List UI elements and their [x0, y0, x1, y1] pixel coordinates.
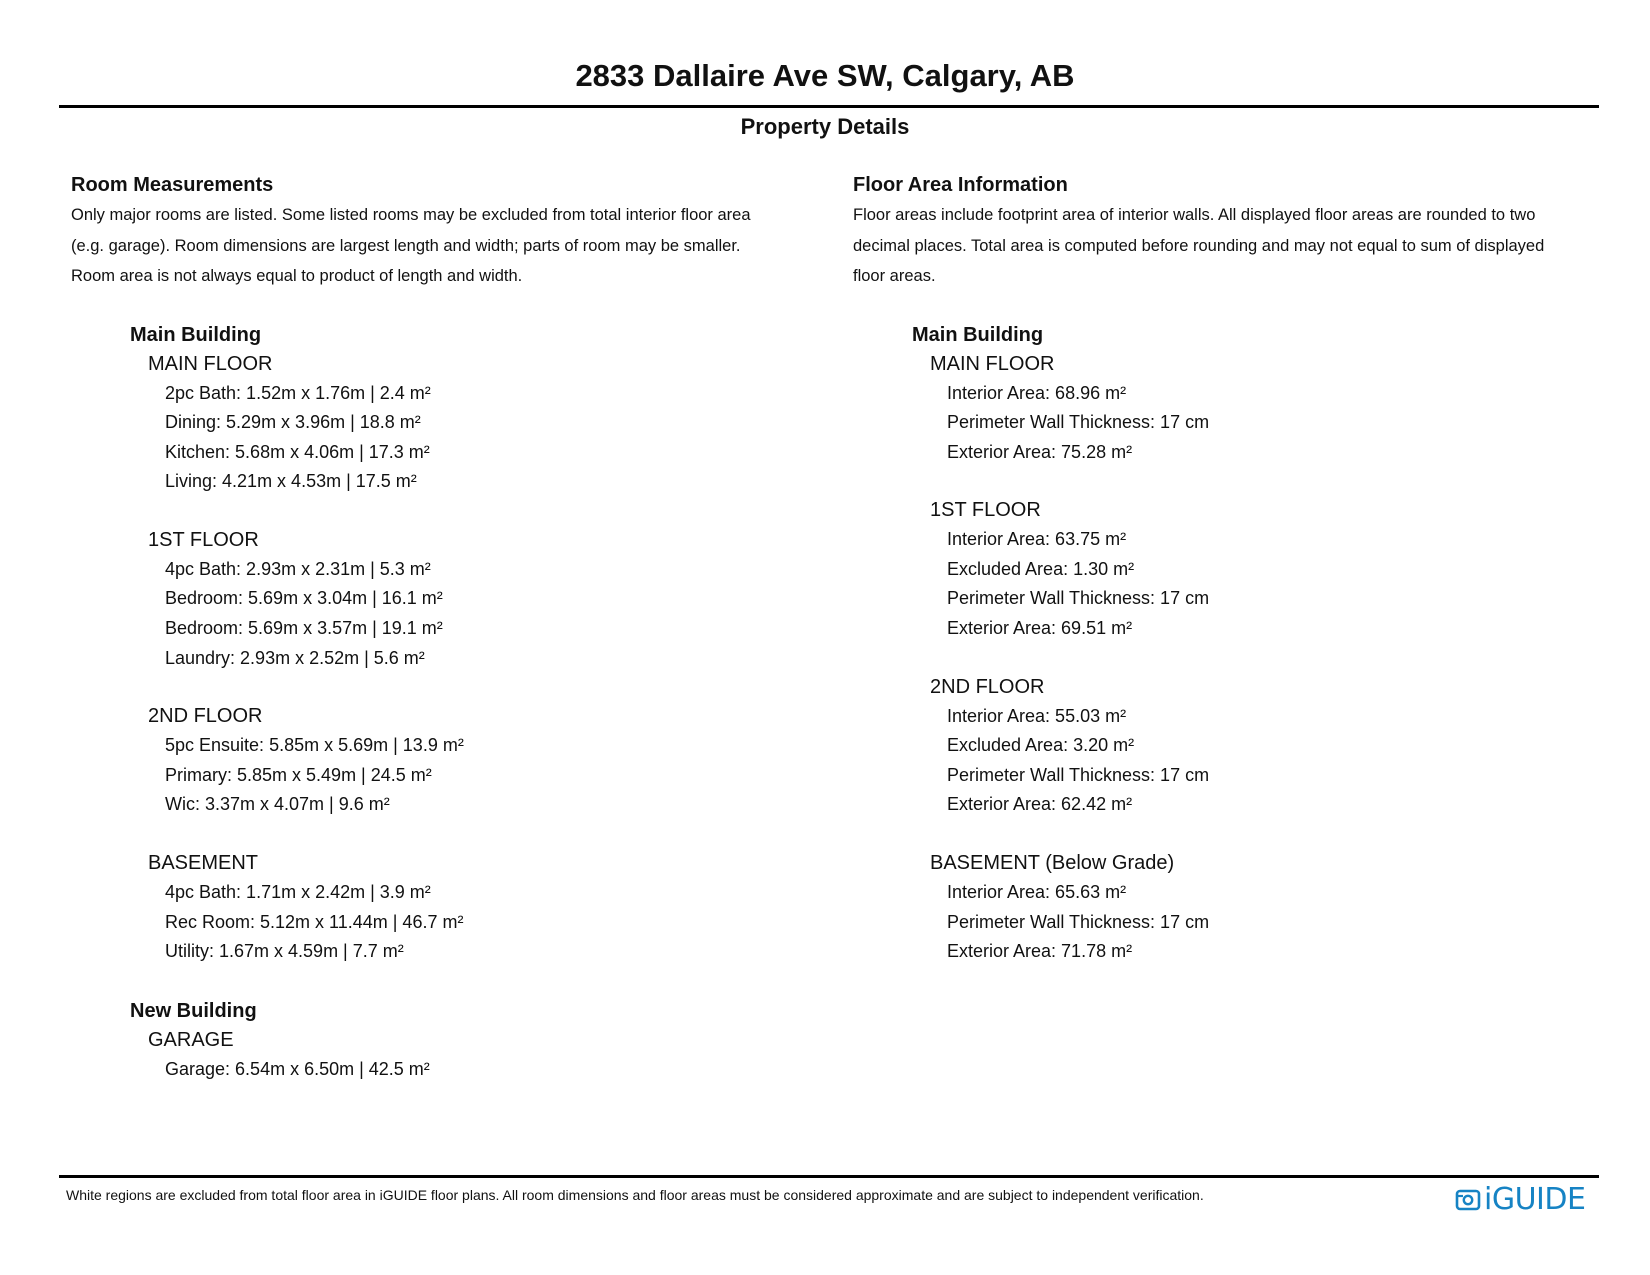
building-block — [130, 996, 841, 1085]
intro-line: Room area is not always equal to product of length and width. — [71, 267, 523, 285]
room-buildings-list — [71, 320, 841, 1085]
floor-name: BASEMENT (Below Grade) — [930, 852, 1175, 875]
room-measurements-heading: Room Measurements — [71, 174, 274, 196]
list-item: Perimeter Wall Thickness: 17 cm — [947, 911, 1210, 932]
intro-line: (e.g. garage). Room dimensions are largest length and width; parts of room may be smaller. — [71, 236, 741, 255]
floor-name: GARAGE — [148, 1028, 234, 1051]
floor-group — [130, 1026, 841, 1085]
list-item: 5pc Ensuite: 5.85m x 5.69m | 13.9 m² — [165, 735, 464, 756]
floor-name: MAIN FLOOR — [148, 352, 273, 375]
list-item: Living: 4.21m x 4.53m | 17.5 m² — [165, 471, 417, 492]
area-buildings-list — [853, 320, 1623, 967]
footer-disclaimer: White regions are excluded from total floor area in iGUIDE floor plans. All room dimensions and floor areas must be considered approximate and are subject to independent verification. — [66, 1187, 1204, 1203]
floor-group — [130, 849, 841, 967]
page-title: 2833 Dallaire Ave SW, Calgary, AB — [575, 58, 1075, 93]
floor-name: 1ST FLOOR — [148, 528, 259, 551]
list-item: Perimeter Wall Thickness: 17 cm — [947, 764, 1210, 785]
list-item: Exterior Area: 71.78 m² — [947, 941, 1133, 962]
list-item: Kitchen: 5.68m x 4.06m | 17.3 m² — [165, 441, 430, 462]
list-item: 4pc Bath: 2.93m x 2.31m | 5.3 m² — [165, 558, 431, 579]
list-item: Exterior Area: 69.51 m² — [947, 618, 1133, 639]
floor-name: 2ND FLOOR — [930, 675, 1045, 698]
list-item: Perimeter Wall Thickness: 17 cm — [947, 588, 1210, 609]
list-item: Utility: 1.67m x 4.59m | 7.7 m² — [165, 941, 404, 962]
building-name: New Building — [130, 999, 257, 1022]
iguide-logo — [1455, 1183, 1585, 1217]
list-item: Laundry: 2.93m x 2.52m | 5.6 m² — [165, 647, 425, 668]
page-subtitle: Property Details — [740, 114, 910, 139]
header-divider — [59, 105, 1599, 108]
floor-name: BASEMENT — [148, 852, 259, 875]
floor-group — [130, 702, 841, 820]
building-block — [130, 320, 841, 967]
floor-area-intro — [853, 200, 1633, 292]
floor-group — [912, 350, 1623, 468]
list-item: Exterior Area: 62.42 m² — [947, 794, 1133, 815]
list-item: Dining: 5.29m x 3.96m | 18.8 m² — [165, 412, 421, 433]
floor-name: 1ST FLOOR — [930, 499, 1041, 522]
floor-name: MAIN FLOOR — [930, 352, 1055, 375]
list-item: Interior Area: 68.96 m² — [947, 382, 1127, 403]
floor-area-heading: Floor Area Information — [853, 174, 1068, 196]
intro-line: decimal places. Total area is computed before rounding and may not equal to sum of displayed — [853, 236, 1545, 255]
floor-area-section — [853, 170, 1623, 996]
list-item: 4pc Bath: 1.71m x 2.42m | 3.9 m² — [165, 882, 431, 903]
list-item: Rec Room: 5.12m x 11.44m | 46.7 m² — [165, 911, 464, 932]
list-item: Bedroom: 5.69m x 3.57m | 19.1 m² — [165, 618, 443, 639]
list-item: 2pc Bath: 1.52m x 1.76m | 2.4 m² — [165, 382, 431, 403]
floor-group — [912, 673, 1623, 820]
room-measurements-intro — [71, 200, 841, 292]
floor-name: 2ND FLOOR — [148, 705, 263, 728]
list-item: Excluded Area: 1.30 m² — [947, 558, 1135, 579]
logo-text: iGUIDE — [1484, 1182, 1586, 1217]
building-name: Main Building — [912, 323, 1044, 346]
footer-divider — [59, 1175, 1599, 1178]
intro-line: Floor areas include footprint area of interior walls. All displayed floor areas are rounded to two — [853, 206, 1536, 224]
floor-group — [912, 849, 1623, 967]
room-measurements-section — [71, 170, 841, 1113]
floor-group — [130, 350, 841, 497]
list-item: Interior Area: 55.03 m² — [947, 705, 1127, 726]
list-item: Interior Area: 63.75 m² — [947, 529, 1127, 550]
list-item: Interior Area: 65.63 m² — [947, 882, 1127, 903]
camera-icon — [1455, 1187, 1481, 1213]
list-item: Garage: 6.54m x 6.50m | 42.5 m² — [165, 1058, 430, 1079]
list-item: Bedroom: 5.69m x 3.04m | 16.1 m² — [165, 588, 443, 609]
floor-group — [130, 526, 841, 673]
list-item: Wic: 3.37m x 4.07m | 9.6 m² — [165, 794, 390, 815]
building-block — [912, 320, 1623, 967]
intro-line: Only major rooms are listed. Some listed rooms may be excluded from total interior floor area — [71, 206, 751, 224]
list-item: Primary: 5.85m x 5.49m | 24.5 m² — [165, 764, 432, 785]
list-item: Exterior Area: 75.28 m² — [947, 441, 1133, 462]
floor-group — [912, 496, 1623, 643]
list-item: Excluded Area: 3.20 m² — [947, 735, 1135, 756]
intro-line: floor areas. — [853, 267, 936, 285]
building-name: Main Building — [130, 323, 262, 346]
list-item: Perimeter Wall Thickness: 17 cm — [947, 412, 1210, 433]
